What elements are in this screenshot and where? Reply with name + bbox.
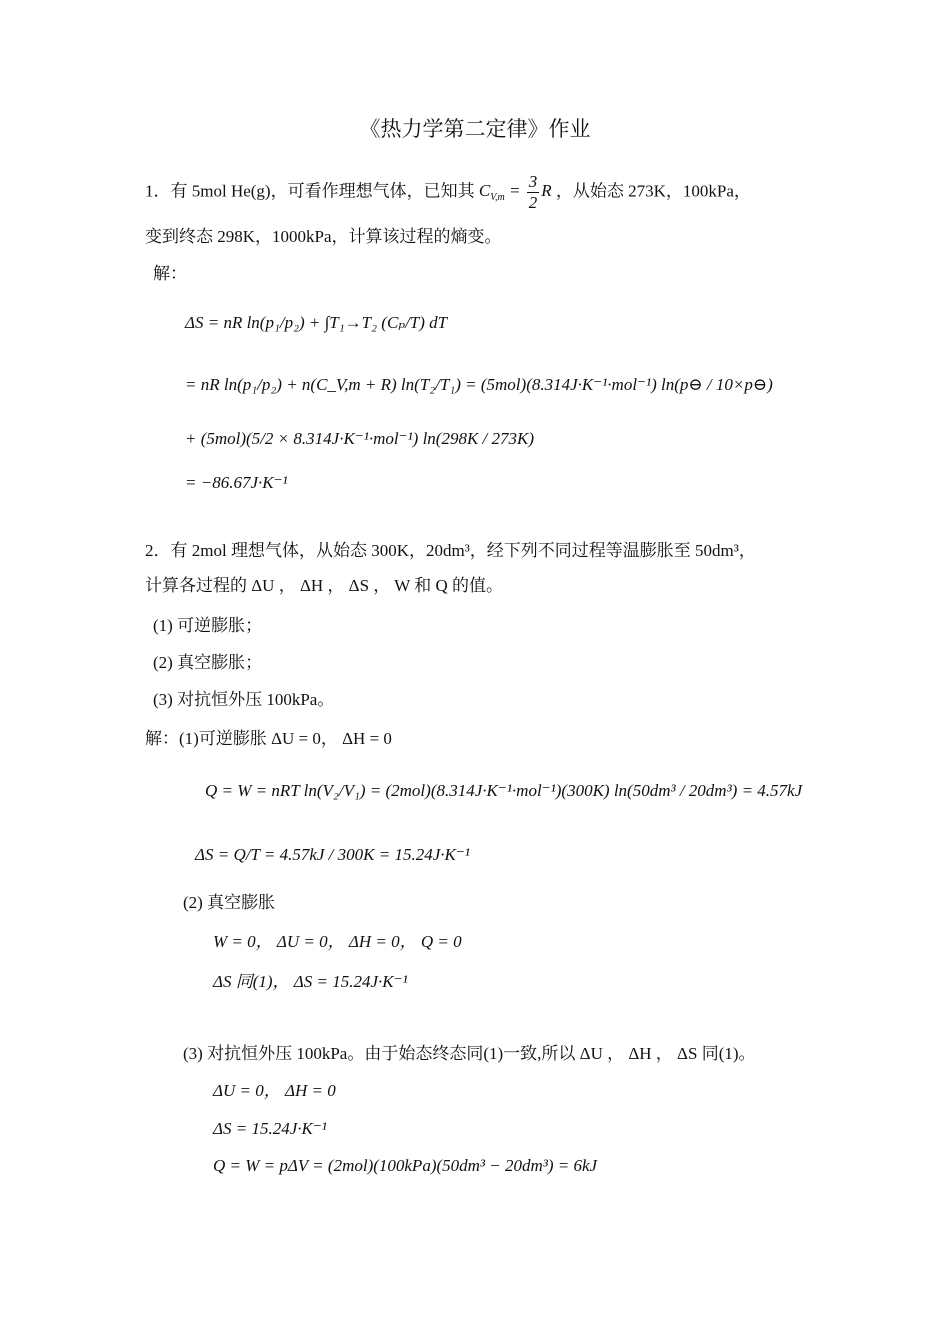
q2-sol3-label: (3) 对抗恒外压 100kPa。由于始态终态同(1)一致,所以 ΔU ， ΔH ， ΔS 同(1)。 xyxy=(183,1044,756,1063)
page-title: 《热力学第二定律》作业 xyxy=(359,117,591,141)
q2-sol3-eq2: ΔS = 15.24J·K⁻¹ xyxy=(213,1119,327,1138)
q1-eq4: = −86.67J·K⁻¹ xyxy=(185,473,288,492)
q1-eq1: ΔS = nR ln(p₁/p₂) + ∫T₁→T₂ (Cₚ/T) dT xyxy=(185,313,448,332)
q2-sol2-eq2: ΔS 同(1)， ΔS = 15.24J·K⁻¹ xyxy=(213,972,408,991)
q1-line1-end: ，从始态 273K，100kPa， xyxy=(555,181,751,201)
q1-eq2: = nR ln(p₁/p₂) + n(C_V,m + R) ln(T₂/T₁) = (5mol)(8.314J·K⁻¹·mol⁻¹) ln(p⊖ / 10×p⊖) xyxy=(185,375,773,394)
q2-line1: 2．有 2mol 理想气体，从始态 300K，20dm³，经下列不同过程等温膨胀至 50dm³， xyxy=(145,541,756,560)
q2-sol1-eq2: ΔS = Q/T = 4.57kJ / 300K = 15.24J·K⁻¹ xyxy=(195,845,470,864)
q2-sol1: 解：(1)可逆膨胀 ΔU = 0， ΔH = 0 xyxy=(145,729,392,748)
q2-item2: (2) 真空膨胀； xyxy=(153,653,263,672)
q2-item3: (3) 对抗恒外压 100kPa。 xyxy=(153,690,335,709)
q2-line2: 计算各过程的 ΔU ， ΔH ， ΔS ， W 和 Q 的值。 xyxy=(145,576,504,595)
q1-line2: 变到终态 298K，1000kPa，计算该过程的熵变。 xyxy=(145,227,502,246)
q2-sol2-eq1: W = 0， ΔU = 0， ΔH = 0， Q = 0 xyxy=(213,932,462,951)
q1-cvm-formula: $C_{V,m}$ = $\frac{3}{2}$ R xyxy=(478,172,552,212)
q2-sol2-label: (2) 真空膨胀 xyxy=(183,893,276,912)
q1-line1 xyxy=(145,172,751,213)
q2-sol1-eq1: Q = W = nRT ln(V₂/V₁) = (2mol)(8.314J·K⁻¹·mol⁻¹)(300K) ln(50dm³ / 20dm³) = 4.57kJ xyxy=(205,781,803,800)
q1-solution-label: 解： xyxy=(153,264,187,283)
q1-eq3: + (5mol)(5/2 × 8.314J·K⁻¹·mol⁻¹) ln(298K / 273K) xyxy=(185,429,535,448)
q2-item1: (1) 可逆膨胀； xyxy=(153,616,263,635)
q1-line1-text: 1．有 5mol He(g)，可看作理想气体，已知其 xyxy=(145,181,475,201)
q2-sol3-eq1: ΔU = 0， ΔH = 0 xyxy=(213,1081,336,1100)
q2-sol3-eq3: Q = W = pΔV = (2mol)(100kPa)(50dm³ − 20dm³) = 6kJ xyxy=(213,1156,598,1175)
